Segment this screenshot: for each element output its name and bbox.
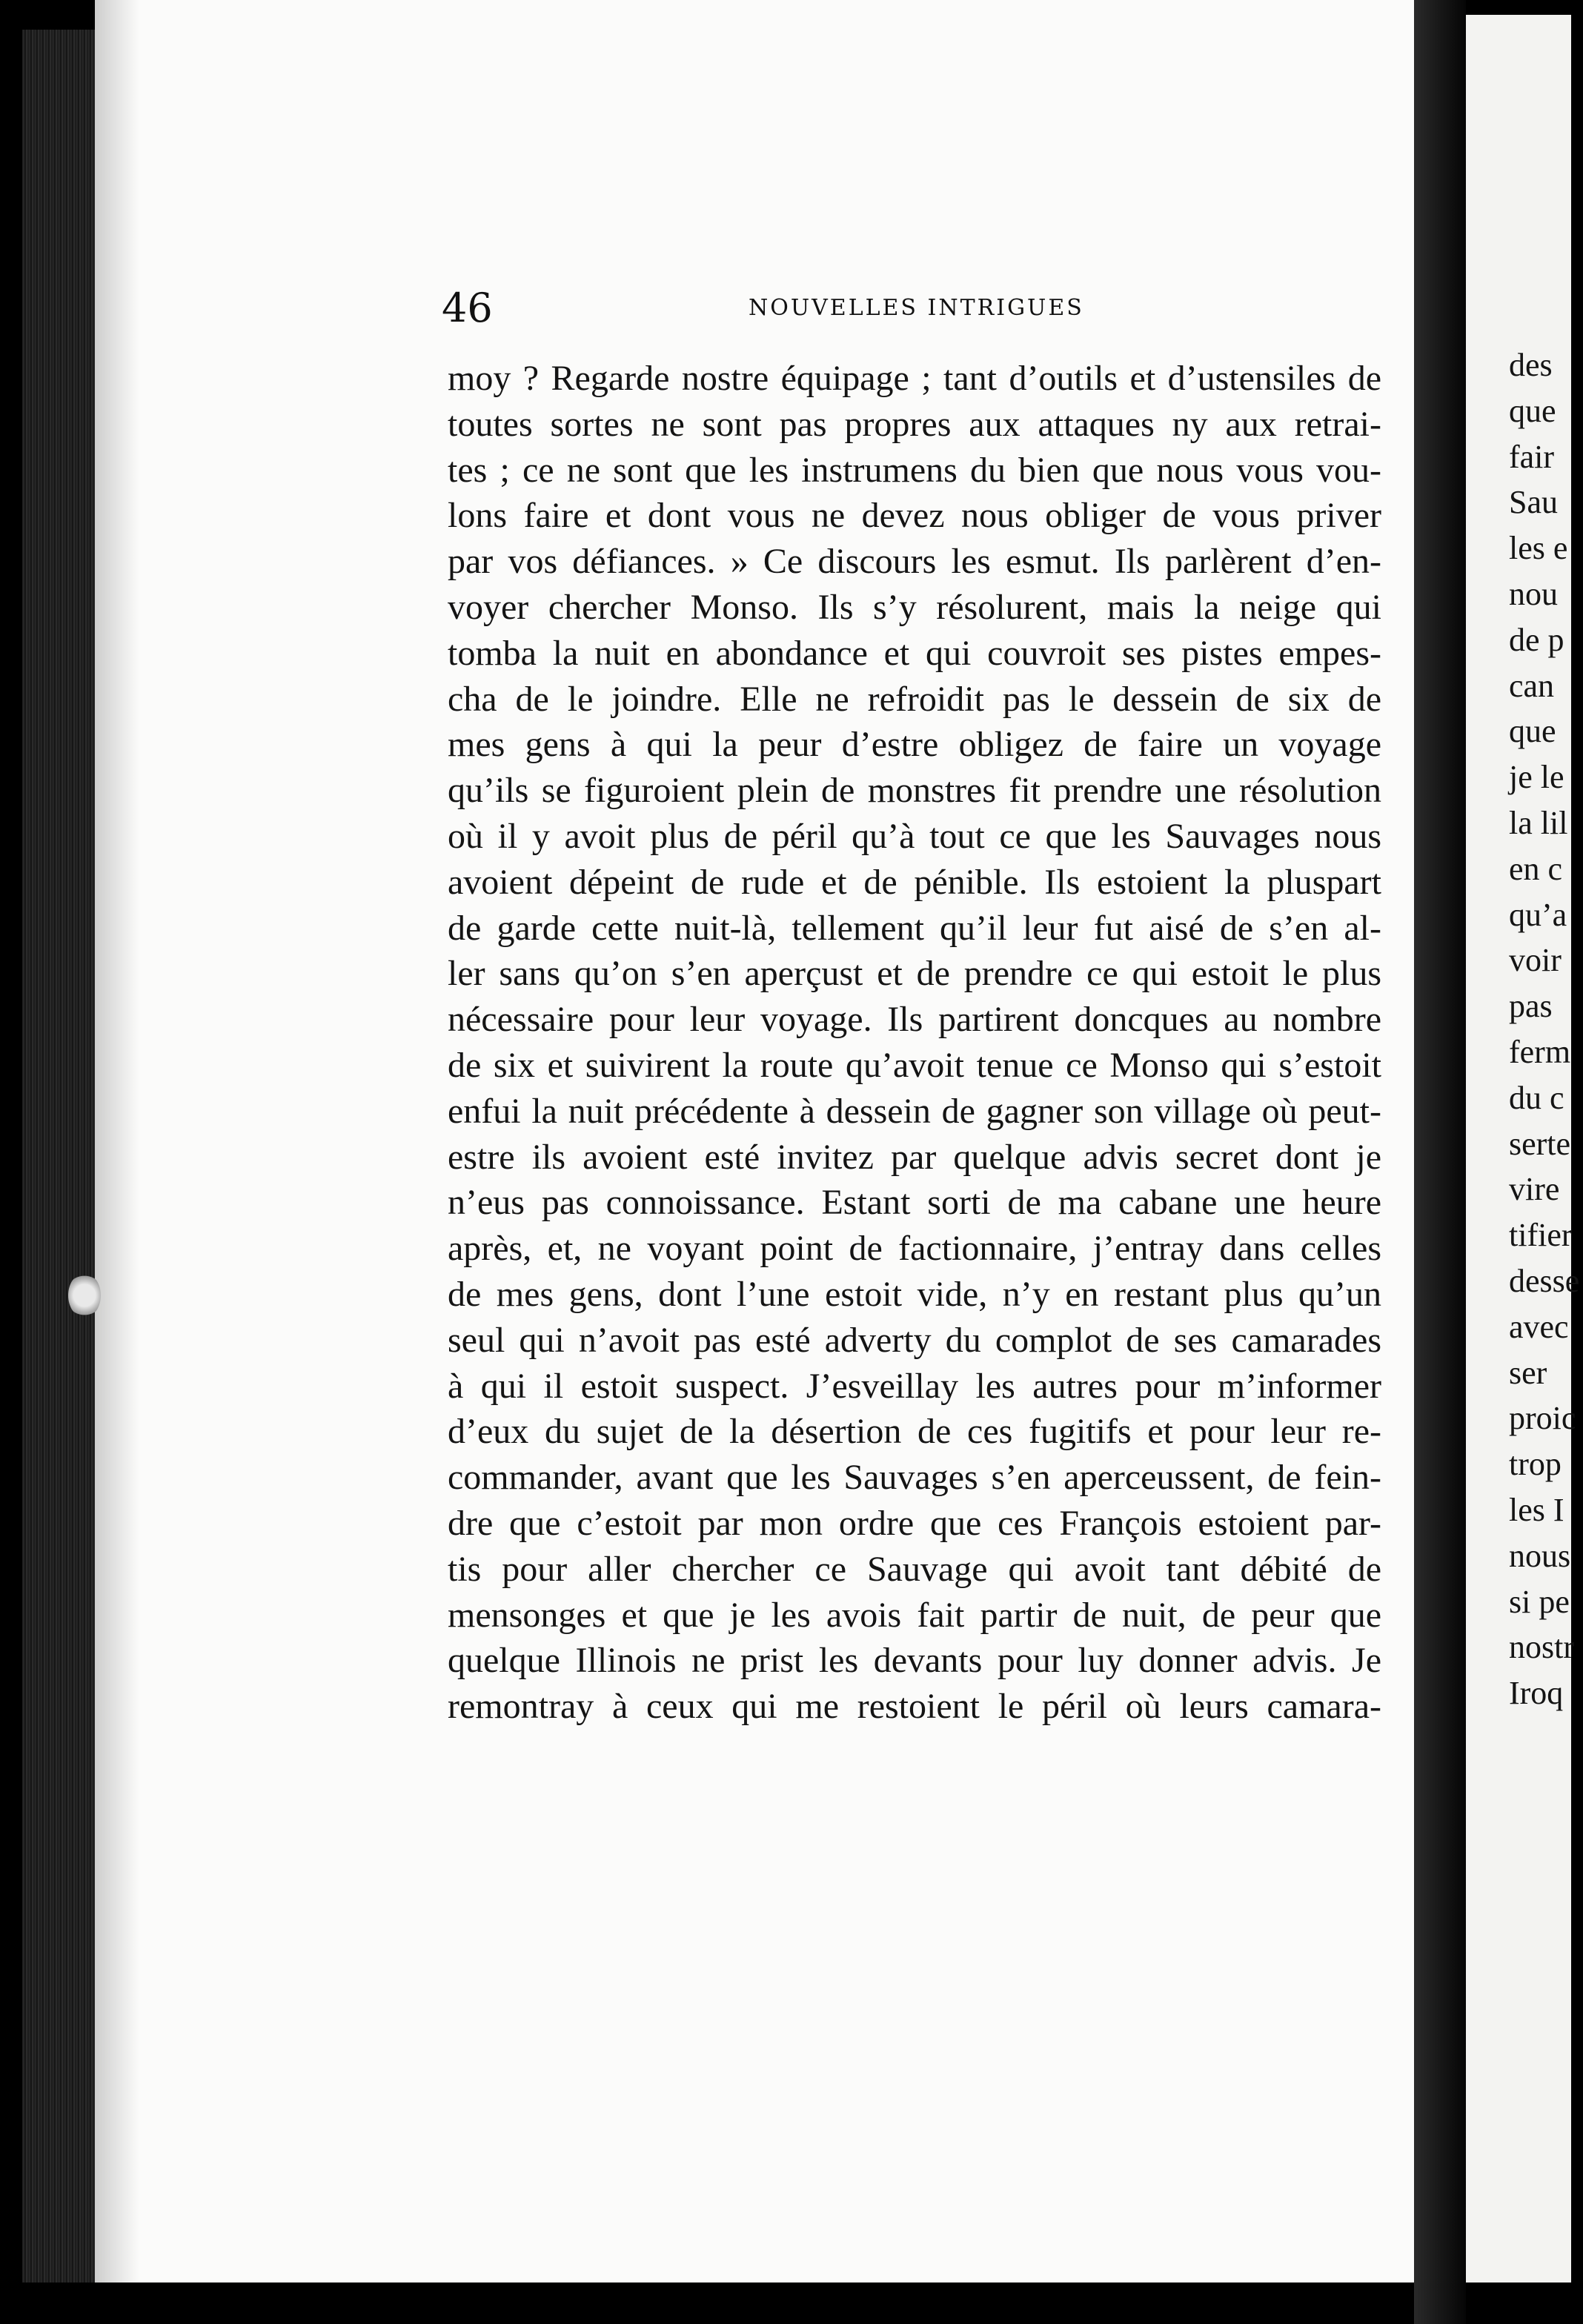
text-line: qu’ils se figuroient plein de monstres fit prendre une résolution [448,771,1381,811]
page-binding-shadow [95,0,139,2282]
text-line: commander, avant que les Sauvages s’en aperceussent, de fein- [448,1458,1381,1498]
facing-text-line: nou [1509,575,1558,612]
text-line: quelque Illinois ne prist les devants pour luy donner advis. Je [448,1641,1381,1681]
facing-text-line: en c [1509,850,1563,887]
facing-text-line: vire [1509,1171,1560,1208]
text-line: par vos défiances. » Ce discours les esmut. Ils parlèrent d’en- [448,542,1381,582]
text-line: tomba la nuit en abondance et qui couvroit ses pistes empes- [448,633,1381,673]
text-line: dre que c’estoit par mon ordre que ces François estoient par- [448,1503,1381,1543]
text-line: remontray à ceux qui me restoient le péril où leurs camara- [448,1687,1381,1727]
facing-text-line: que [1509,713,1556,750]
text-line: d’eux du sujet de la désertion de ces fugitifs et pour leur re- [448,1412,1381,1452]
facing-text-line: serte [1509,1125,1571,1162]
facing-text-line: ferm [1509,1033,1571,1070]
text-line: estre ils avoient esté invitez par quelque advis secret dont je [448,1137,1381,1177]
facing-text-line: voir [1509,942,1562,979]
text-line: mes gens à qui la peur d’estre obligez de faire un voyage [448,725,1381,765]
text-line: où il y avoit plus de péril qu’à tout ce que les Sauvages nous [448,816,1381,856]
text-line: voyer chercher Monso. Ils s’y résolurent, mais la neige qui [448,587,1381,627]
book-gutter [1414,0,1466,2324]
facing-text-line: ser [1509,1354,1547,1391]
text-line: avoient dépeint de rude et de pénible. Ils estoient la pluspart [448,862,1381,902]
text-line: moy ? Regarde nostre équipage ; tant d’outils et d’ustensiles de [448,359,1381,398]
facing-text-line: trop [1509,1446,1562,1483]
facing-text-line: que [1509,392,1556,429]
facing-text-line: can [1509,667,1555,704]
text-line: à qui il estoit suspect. J’esveillay les autres pour m’informer [448,1366,1381,1406]
text-line: de six et suivirent la route qu’avoit tenue ce Monso qui s’estoit [448,1045,1381,1085]
facing-text-line: tifier [1509,1217,1573,1254]
text-line: nécessaire pour leur voyage. Ils partirent doncques au nombre [448,1000,1381,1040]
facing-page-text [1509,342,1583,1716]
facing-text-line: la lil [1509,804,1568,841]
facing-text-line: avec [1509,1308,1569,1345]
facing-text-line: de p [1509,621,1564,658]
text-line: cha de le joindre. Elle ne refroidit pas le dessein de six de [448,679,1381,719]
text-line: ler sans qu’on s’en aperçust et de prendre ce qui estoit le plus [448,954,1381,994]
facing-text-line: pas [1509,988,1553,1025]
facing-text-line: nostr [1509,1629,1574,1666]
text-line: de garde cette nuit-là, tellement qu’il leur fut aisé de s’en al- [448,908,1381,948]
facing-text-line: nous [1509,1537,1571,1574]
page-edges-left [22,30,104,2282]
text-line: après, et, ne voyant point de factionnaire, j’entray dans celles [448,1229,1381,1269]
facing-text-line: du c [1509,1079,1564,1116]
facing-text-line: les e [1509,530,1568,567]
text-line: de mes gens, dont l’une estoit vide, n’y en restant plus qu’un [448,1274,1381,1314]
paper-speck [68,1273,101,1318]
facing-text-line: qu’a [1509,896,1567,933]
running-head: NOUVELLES INTRIGUES [749,295,1084,321]
facing-text-line: proic [1509,1400,1576,1437]
page-number: 46 [442,285,493,331]
body-text [448,356,1381,1730]
facing-text-line: Sau [1509,484,1558,521]
facing-text-line: fair [1509,438,1555,475]
text-line: enfui la nuit précédente à dessein de gagner son village où peut- [448,1091,1381,1131]
text-line: seul qui n’avoit pas esté adverty du complot de ses camarades [448,1320,1381,1360]
facing-text-line: Iroq [1509,1675,1564,1712]
facing-text-line: si pe [1509,1583,1570,1620]
facing-text-line: je le [1509,759,1564,796]
facing-text-line: les I [1509,1491,1564,1528]
text-line: toutes sortes ne sont pas propres aux attaques ny aux retrai- [448,404,1381,444]
text-line: mensonges et que je les avois fait partir de nuit, de peur que [448,1595,1381,1635]
facing-text-line: des [1509,347,1553,383]
text-line: lons faire et dont vous ne devez nous obliger de vous priver [448,496,1381,536]
text-line: tis pour aller chercher ce Sauvage qui avoit tant débité de [448,1549,1381,1589]
text-line: n’eus pas connoissance. Estant sorti de ma cabane une heure [448,1183,1381,1223]
facing-text-line: desse [1509,1262,1580,1299]
text-line: tes ; ce ne sont que les instrumens du bien que nous vous vou- [448,450,1381,490]
